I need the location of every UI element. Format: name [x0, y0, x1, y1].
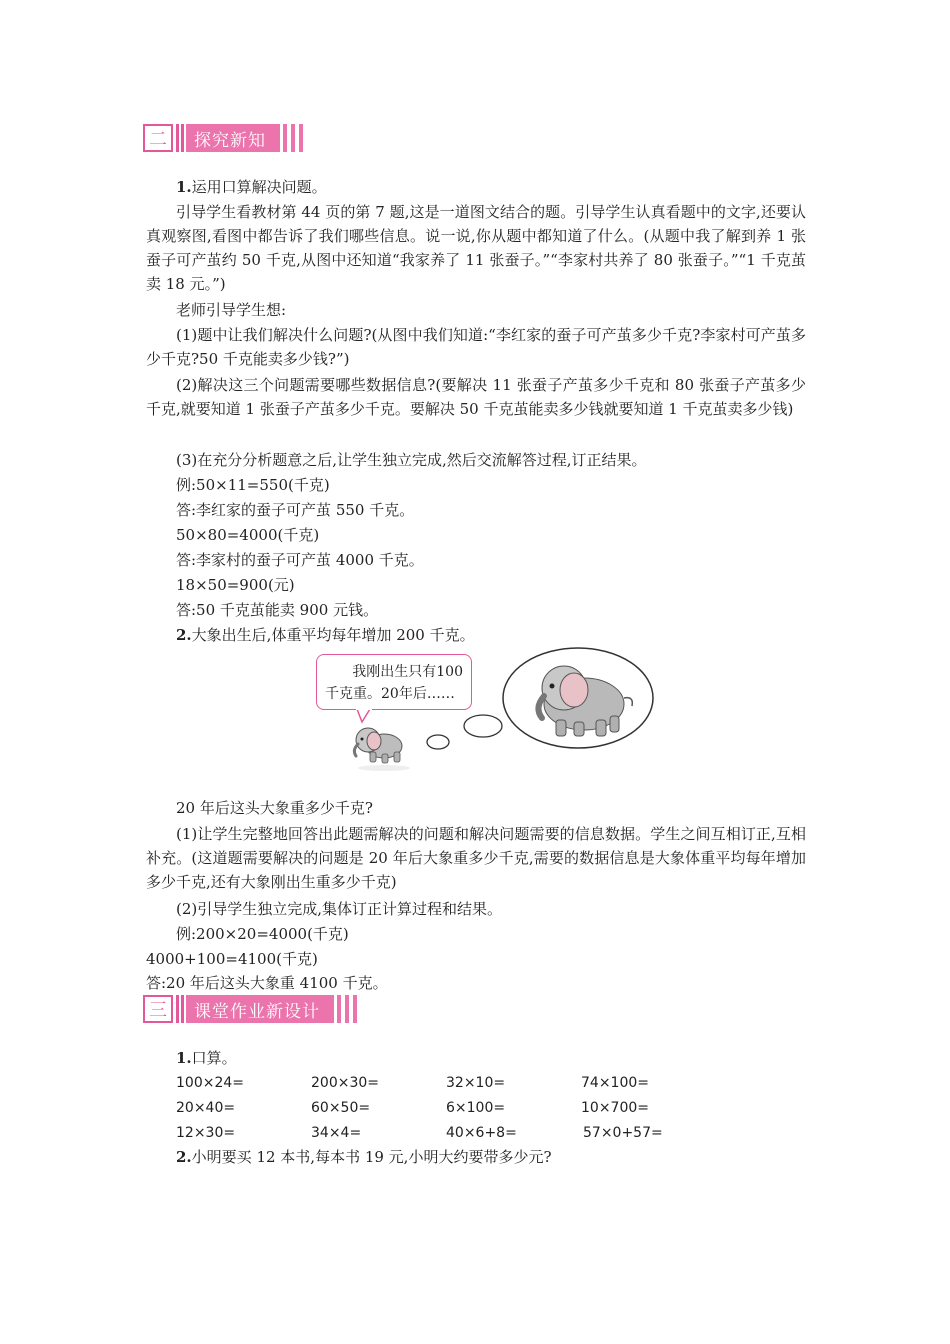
part2-question: 20 年后这头大象重多少千克? [176, 799, 373, 817]
example-1: 例:50×11=550(千克) [176, 476, 330, 494]
section-number: 三 [143, 995, 173, 1023]
section-banner-2 [143, 124, 307, 152]
banner-stripes [176, 124, 186, 152]
calc-item: 6×100= [446, 1100, 506, 1116]
homework-q1: 1.口算。 [176, 1049, 237, 1067]
banner-tail-stripes [283, 124, 307, 152]
part1-q1: (1)题中让我们解决什么问题?(从图中我们知道:“李红家的蚕子可产茧多少千克?李家村可产茧多少千克?50 千克能卖多少钱?”) [146, 326, 806, 368]
example-2: 50×80=4000(千克) [176, 526, 320, 544]
section-title: 探究新知 [186, 124, 280, 152]
elephant-drawing [312, 646, 672, 784]
calc-item: 32×10= [446, 1075, 506, 1091]
part1-heading: 1.运用口算解决问题。 [176, 178, 327, 196]
part2-answer: 答:20 年后这头大象重 4100 千克。 [146, 974, 388, 992]
calc-item: 100×24= [176, 1075, 244, 1091]
bubble-line-1: 我刚出生只有100 [352, 664, 463, 680]
section-banner-3 [143, 995, 361, 1023]
example-3: 18×50=900(元) [176, 576, 295, 594]
answer-3: 答:50 千克茧能卖 900 元钱。 [176, 601, 379, 619]
part1-q3: (3)在充分分析题意之后,让学生独立完成,然后交流解答过程,订正结果。 [176, 451, 647, 469]
calc-item: 40×6+8= [446, 1125, 517, 1141]
calc-item: 57×0+57= [583, 1125, 663, 1141]
part2-p1: (1)让学生完整地回答出此题需解决的问题和解决问题需要的信息数据。学生之间互相订正,互相补充。(这道题需要解决的问题是 20 年后大象重多少千克,需要的数据信息是大象体重平均每年增加多少千克,还有大象刚出生重多少千克) [146, 825, 806, 891]
part2-heading: 2.大象出生后,体重平均每年增加 200 千克。 [176, 626, 475, 644]
calc-item: 10×700= [581, 1100, 649, 1116]
banner-tail-stripes [337, 995, 361, 1023]
part2-p2: (2)引导学生独立完成,集体订正计算过程和结果。 [176, 900, 503, 918]
calc-item: 34×4= [311, 1125, 362, 1141]
homework-q2: 2.小明要买 12 本书,每本书 19 元,小明大约要带多少元? [176, 1148, 552, 1166]
part2-example-1: 例:200×20=4000(千克) [176, 925, 349, 943]
answer-1: 答:李红家的蚕子可产茧 550 千克。 [176, 501, 415, 519]
bubble-line-2: 千克重。20年后…… [325, 686, 455, 702]
calc-item: 74×100= [581, 1075, 649, 1091]
part1-q2: (2)解决这三个问题需要哪些数据信息?(要解决 11 张蚕子产茧多少千克和 80 张蚕子产茧多少千克,就要知道 1 张蚕子产茧多少千克。要解决 50 千克茧能卖多少钱就要知道 1 千克茧卖多少钱) [146, 376, 806, 418]
answer-2: 答:李家村的蚕子可产茧 4000 千克。 [176, 551, 424, 569]
banner-stripes [176, 995, 186, 1023]
section-number: 二 [143, 124, 173, 152]
teacher-guide: 老师引导学生想: [176, 301, 287, 319]
baby-elephant-icon [354, 728, 410, 771]
elephant-illustration [312, 646, 672, 784]
calc-item: 20×40= [176, 1100, 236, 1116]
calc-item: 200×30= [311, 1075, 379, 1091]
calc-item: 12×30= [176, 1125, 236, 1141]
calc-item: 60×50= [311, 1100, 371, 1116]
part2-example-2: 4000+100=4100(千克) [146, 950, 318, 968]
part1-intro: 引导学生看教材第 44 页的第 7 题,这是一道图文结合的题。引导学生认真看题中的文字,还要认真观察图,看图中都告诉了我们哪些信息。说一说,你从题中都知道了什么。(从题中我了解到养 1 张蚕子可产茧约 50 千克,从图中还知道“我家养了 11 张蚕子。”“李家村共养了 80 张蚕子。”“1 千克茧卖 18 元。”) [146, 203, 806, 293]
section-title: 课堂作业新设计 [186, 995, 334, 1023]
